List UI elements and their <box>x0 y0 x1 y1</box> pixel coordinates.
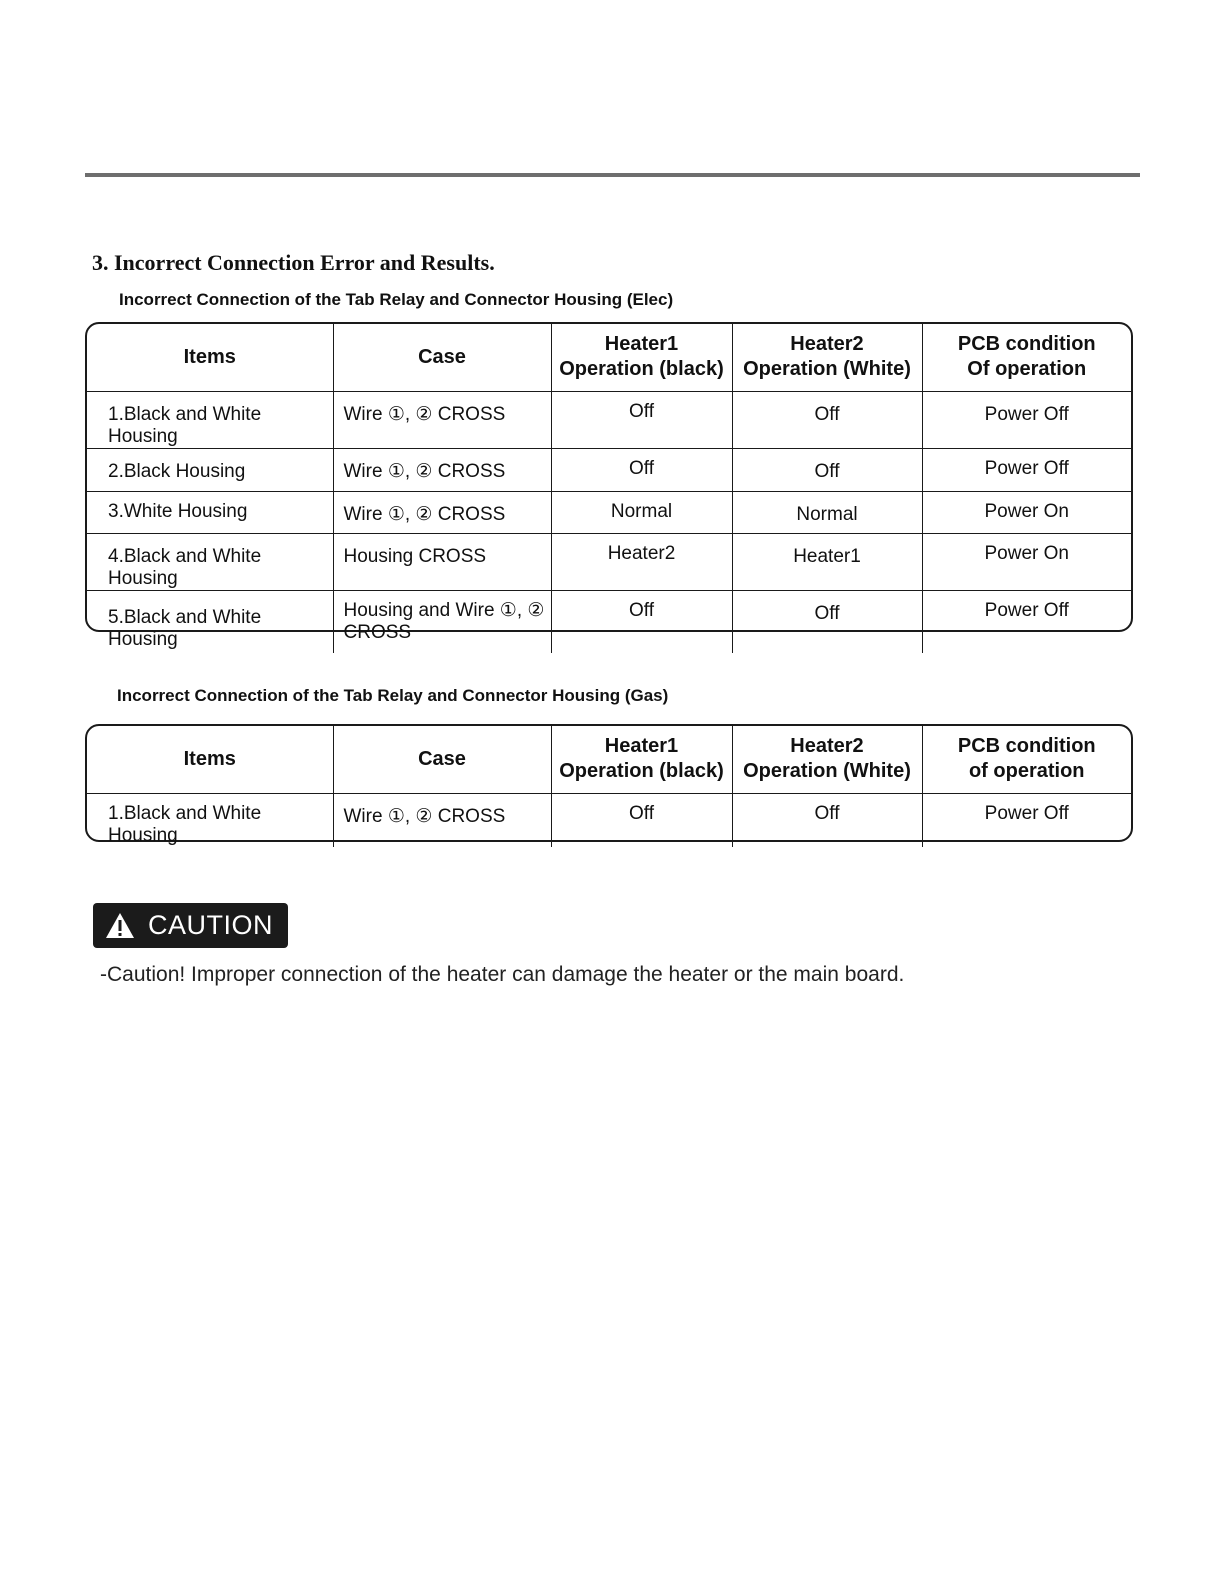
table-row <box>87 590 1131 653</box>
section-title: 3. Incorrect Connection Error and Results. <box>92 250 495 275</box>
cell-heater1: Heater2 <box>551 533 732 590</box>
cell-item: 1.Black and White Housing <box>87 793 333 847</box>
table-row <box>87 448 1131 491</box>
header-pcb-line1: PCB condition <box>957 333 1096 356</box>
header-heater2-line1: Heater2 <box>790 333 864 356</box>
cell-pcb: Power Off <box>922 793 1131 847</box>
warning-triangle-icon <box>105 912 135 939</box>
header-heater1 <box>551 726 732 793</box>
header-items: Items <box>87 324 333 391</box>
table-header-row <box>87 324 1131 391</box>
header-heater2-line2: Operation (White) <box>743 760 911 783</box>
header-heater1-line2: Operation (black) <box>559 358 724 381</box>
cell-item: 3.White Housing <box>87 491 333 533</box>
cell-heater1: Off <box>551 793 732 847</box>
caution-label: CAUTION <box>148 910 273 940</box>
cell-heater2: Off <box>732 793 922 847</box>
cell-case: Housing CROSS <box>333 533 551 590</box>
header-items: Items <box>87 726 333 793</box>
header-heater1-line2: Operation (black) <box>559 760 724 783</box>
cell-item: 1.Black and White Housing <box>87 391 333 448</box>
cell-heater2: Normal <box>732 491 922 533</box>
header-heater2-line1: Heater2 <box>790 735 864 758</box>
table-header-row <box>87 726 1131 793</box>
caution-text: -Caution! Improper connection of the heater can damage the heater or the main board. <box>100 963 905 986</box>
header-heater1-line1: Heater1 <box>604 735 679 758</box>
header-pcb-line1: PCB condition <box>957 735 1096 758</box>
cell-pcb: Power On <box>922 491 1131 533</box>
cell-heater1: Off <box>551 590 732 653</box>
header-rule <box>85 173 1140 177</box>
gas-table <box>85 724 1133 846</box>
cell-heater2: Off <box>732 448 922 491</box>
cell-case: Wire ①, ② CROSS <box>333 491 551 533</box>
header-pcb-line2: of operation <box>968 760 1085 783</box>
table-row <box>87 793 1131 847</box>
header-pcb-condition <box>922 324 1131 391</box>
cell-case: Wire ①, ② CROSS <box>333 793 551 847</box>
cell-item: 4.Black and White Housing <box>87 533 333 590</box>
header-heater2 <box>732 324 922 391</box>
cell-heater2: Off <box>732 391 922 448</box>
elec-table-subtitle: Incorrect Connection of the Tab Relay and Connector Housing (Elec) <box>119 290 674 309</box>
header-heater2 <box>732 726 922 793</box>
cell-item: 5.Black and White Housing <box>87 590 333 653</box>
header-heater2-line2: Operation (White) <box>743 358 911 381</box>
elec-table <box>85 322 1133 650</box>
cell-case: Wire ①, ② CROSS <box>333 448 551 491</box>
header-heater1 <box>551 324 732 391</box>
table-row <box>87 533 1131 590</box>
cell-case <box>333 590 551 653</box>
cell-heater2: Off <box>732 590 922 653</box>
cell-item: 2.Black Housing <box>87 448 333 491</box>
table-row <box>87 491 1131 533</box>
cell-case-line2: CROSS <box>343 621 412 643</box>
cell-heater1: Off <box>551 448 732 491</box>
header-pcb-condition <box>922 726 1131 793</box>
cell-pcb: Power Off <box>922 590 1131 653</box>
cell-heater2: Heater1 <box>732 533 922 590</box>
header-heater1-line1: Heater1 <box>604 333 679 356</box>
gas-table-subtitle: Incorrect Connection of the Tab Relay and Connector Housing (Gas) <box>117 686 669 705</box>
cell-case-line1: Housing and Wire ①, ② <box>343 599 545 621</box>
cell-pcb: Power Off <box>922 448 1131 491</box>
cell-pcb: Power On <box>922 533 1131 590</box>
caution-badge <box>93 903 288 948</box>
cell-heater1: Normal <box>551 491 732 533</box>
cell-case: Wire ①, ② CROSS <box>333 391 551 448</box>
header-pcb-line2: Of operation <box>967 358 1087 381</box>
table-row <box>87 391 1131 448</box>
cell-pcb: Power Off <box>922 391 1131 448</box>
cell-heater1: Off <box>551 391 732 448</box>
header-case: Case <box>333 324 551 391</box>
header-case: Case <box>333 726 551 793</box>
